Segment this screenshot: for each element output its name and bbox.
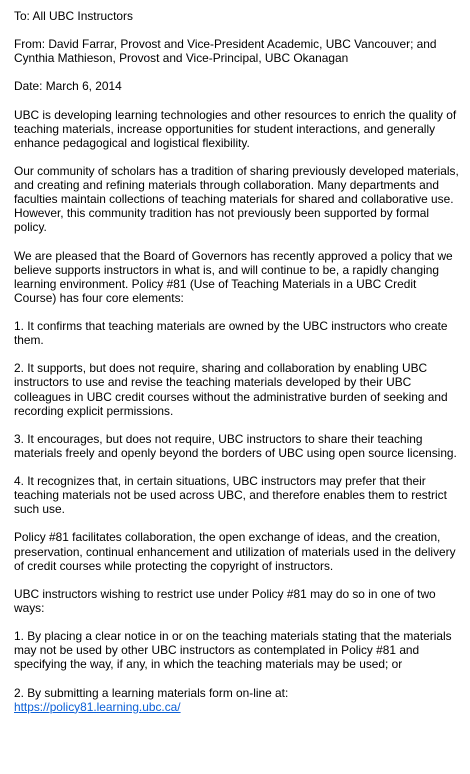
paragraph-policy-facilitates: Policy #81 facilitates collaboration, the open exchange of ideas, and the creation, preservation, continual enhancement and utilization of materials used in the delivery of credit courses while protecting the copyright of instructors.: [14, 530, 456, 573]
list-item-ownership: 1. It confirms that teaching materials are owned by the UBC instructors who create them.: [14, 319, 448, 348]
paragraph-intro: UBC is developing learning technologies and other resources to enrich the quality of teaching materials, increase opportunities for student interactions, and generally enhance pedagogical and logistical flexibility.: [14, 107, 457, 150]
policy81-link[interactable]: https://policy81.learning.ubc.ca/: [14, 699, 181, 714]
list-item-online-form: [14, 686, 460, 714]
date-line: Date: March 6, 2014: [14, 79, 122, 94]
paragraph-restrict-ways: UBC instructors wishing to restrict use under Policy #81 may do so in one of two ways:: [14, 586, 436, 615]
from-block: [14, 37, 460, 65]
online-form-text: 2. By submitting a learning materials form on-line at:: [14, 685, 289, 700]
from-line-2: Cynthia Mathieson, Provost and Vice-Principal, UBC Okanagan: [14, 51, 349, 66]
list-item-sharing: 2. It supports, but does not require, sharing and collaboration by enabling UBC instructors to use and revise the teaching materials developed by their UBC colleagues in UBC credit courses without the administrative burden of seeking and recording explicit permissions.: [14, 361, 448, 418]
list-item-restriction: 4. It recognizes that, in certain situations, UBC instructors may prefer that their teaching materials not be used across UBC, and therefore enables them to restrict such use.: [14, 474, 447, 517]
list-item-notice: 1. By placing a clear notice in or on the teaching materials stating that the materials may not be used by other UBC instructors as contemplated in Policy #81 and specifying the way, if any, in which the teaching materials may be used; or: [14, 629, 452, 672]
paragraph-policy-approval: We are pleased that the Board of Governors has recently approved a policy that we believe supports instructors in what is, and will continue to be, a rapidly changing learning environment. Policy #81 (Use of Teaching Materials in a UBC Credit Course) has four core elements:: [14, 248, 453, 305]
from-line-1: From: David Farrar, Provost and Vice-President Academic, UBC Vancouver; and: [14, 37, 437, 52]
list-item-open-licensing: 3. It encourages, but does not require, UBC instructors to share their teaching materials freely and openly beyond the borders of UBC using open source licensing.: [14, 431, 457, 460]
paragraph-tradition: Our community of scholars has a tradition of sharing previously developed materials, and creating and refining materials through collaboration. Many departments and faculties maintain collections of teaching materials for shared and collaborative use. However, this community tradition has not previously been supported by formal policy.: [14, 164, 459, 235]
to-line: To: All UBC Instructors: [14, 9, 133, 23]
